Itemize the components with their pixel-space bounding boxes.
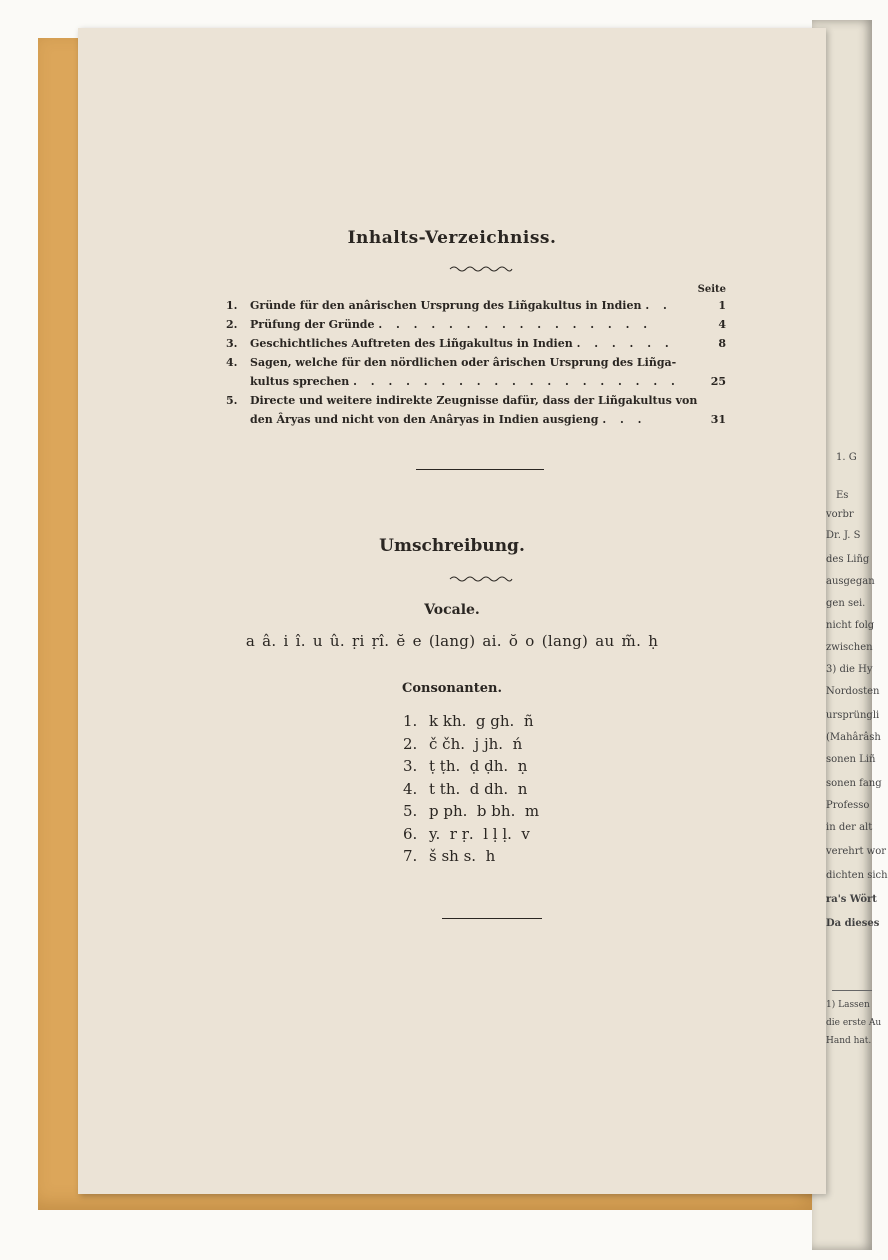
row-number: 3. xyxy=(403,757,418,775)
toc-page-number: 8 xyxy=(718,337,726,350)
fragment: des Liñg xyxy=(826,554,870,565)
consonant-row xyxy=(403,800,539,823)
consonant-row xyxy=(403,710,539,733)
toc-title: Inhalts-Verzeichniss. xyxy=(347,228,557,248)
fragment: zwischen xyxy=(826,642,873,653)
row-number: 7. xyxy=(403,847,418,865)
consonants-title: Consonanten. xyxy=(401,681,503,696)
toc-number: 3. xyxy=(226,337,238,350)
consonant-row xyxy=(403,755,539,778)
fragment: (Mahârâsh xyxy=(826,732,881,743)
row-number: 5. xyxy=(403,802,418,820)
toc-page-number: 25 xyxy=(710,375,726,388)
toc-text: Prüfung der Gründe xyxy=(250,318,375,331)
row-number: 1. xyxy=(403,712,418,730)
row-number: 2. xyxy=(403,734,418,753)
toc-page-number: 1 xyxy=(718,299,726,312)
vowel-transcription-line: a â. i î. u û. ṛi ṛî. ĕ e (lang) ai. ŏ o (lang) au m̃. ḥ xyxy=(245,632,659,650)
book-page xyxy=(78,28,826,1194)
consonant-row xyxy=(403,778,539,801)
toc-entry-continued xyxy=(226,410,726,429)
fragment: sonen fang xyxy=(826,778,882,789)
fragment: nicht folg xyxy=(826,620,875,631)
divider-rule xyxy=(416,469,544,470)
divider-rule xyxy=(442,918,542,919)
fragment: 3) die Hy xyxy=(826,664,873,675)
consonant-letters: ṭ ṭh. ḍ ḍh. ṇ xyxy=(429,757,528,775)
consonant-row xyxy=(403,733,539,756)
toc-page-number: 4 xyxy=(718,318,726,331)
toc-entry xyxy=(226,296,726,315)
footnote-rule xyxy=(832,990,872,991)
transcription-title: Umschreibung. xyxy=(379,536,525,556)
consonant-table xyxy=(403,710,539,868)
fragment: sonen Liñ xyxy=(826,754,876,765)
fragment: 1) Lassen xyxy=(826,1000,870,1010)
consonant-letters: y. r ṛ. l ḷ ḷ. v xyxy=(429,824,530,843)
fragment: Nordosten xyxy=(826,686,880,697)
fragment: die erste Au xyxy=(826,1018,882,1028)
fragment: ausgegan xyxy=(826,576,875,587)
fragment: Es xyxy=(836,490,849,501)
seite-label: Seite xyxy=(697,284,726,295)
toc-leader: . . . . . . . . . . . . . . . . . . . xyxy=(353,375,680,388)
consonant-letters: t th. d dh. n xyxy=(429,779,528,798)
fragment: 1. G xyxy=(836,452,857,463)
toc-entry xyxy=(226,334,726,353)
toc-number: 1. xyxy=(226,299,238,312)
toc-number: 5. xyxy=(226,394,238,407)
fragment: in der alt xyxy=(826,822,873,833)
toc-leader: . . . xyxy=(602,413,647,426)
consonant-letters: k kh. g gh. ñ xyxy=(429,712,534,730)
toc-leader: . . . . . . . . . . . . . . . . xyxy=(378,318,653,331)
consonant-letters: š sh s. h xyxy=(429,847,496,865)
consonant-row xyxy=(403,823,539,846)
fragment: dichten sich xyxy=(826,870,888,881)
fragment: Professo xyxy=(826,800,870,811)
table-of-contents xyxy=(226,296,726,429)
row-number: 4. xyxy=(403,779,418,798)
toc-entry xyxy=(226,391,726,410)
vocale-title: Vocale. xyxy=(424,602,480,618)
toc-entry xyxy=(226,353,726,372)
toc-entry-continued xyxy=(226,372,726,391)
toc-text: Geschichtliches Auftreten des Liñgakultus in Indien xyxy=(250,337,573,350)
toc-number: 4. xyxy=(226,356,238,369)
toc-text: Directe und weitere indirekte Zeugnisse dafür, dass der Liñgakultus von xyxy=(250,394,698,407)
toc-leader: . . xyxy=(645,299,672,312)
fragment: Da dieses xyxy=(826,918,880,929)
fragment: vorbr xyxy=(826,509,854,520)
toc-text: kultus sprechen xyxy=(250,375,350,388)
toc-number: 2. xyxy=(226,318,238,331)
consonant-letters: p ph. b bh. m xyxy=(429,802,540,820)
toc-page-number: 31 xyxy=(710,413,726,426)
toc-text: den Âryas und nicht von den Anâryas in Indien ausgieng xyxy=(250,413,599,426)
fragment: Dr. J. S xyxy=(826,530,861,541)
ornament-squiggle xyxy=(448,264,514,272)
fragment: verehrt wor xyxy=(826,846,887,857)
fragment: ra's Wört xyxy=(826,894,877,905)
ornament-squiggle xyxy=(448,574,514,582)
fragment: ursprüngli xyxy=(826,710,880,721)
toc-entry xyxy=(226,315,726,334)
toc-leader: . . . . . . xyxy=(576,337,674,350)
fragment: Hand hat. xyxy=(826,1036,872,1046)
toc-text: Gründe für den anârischen Ursprung des Liñgakultus in Indien xyxy=(250,299,642,312)
fragment: gen sei. xyxy=(826,598,866,609)
row-number: 6. xyxy=(403,824,418,843)
toc-text: Sagen, welche für den nördlichen oder ârischen Ursprung des Liñga- xyxy=(250,356,677,369)
consonant-row xyxy=(403,845,539,868)
consonant-letters: č čh. j jh. ń xyxy=(429,734,523,753)
